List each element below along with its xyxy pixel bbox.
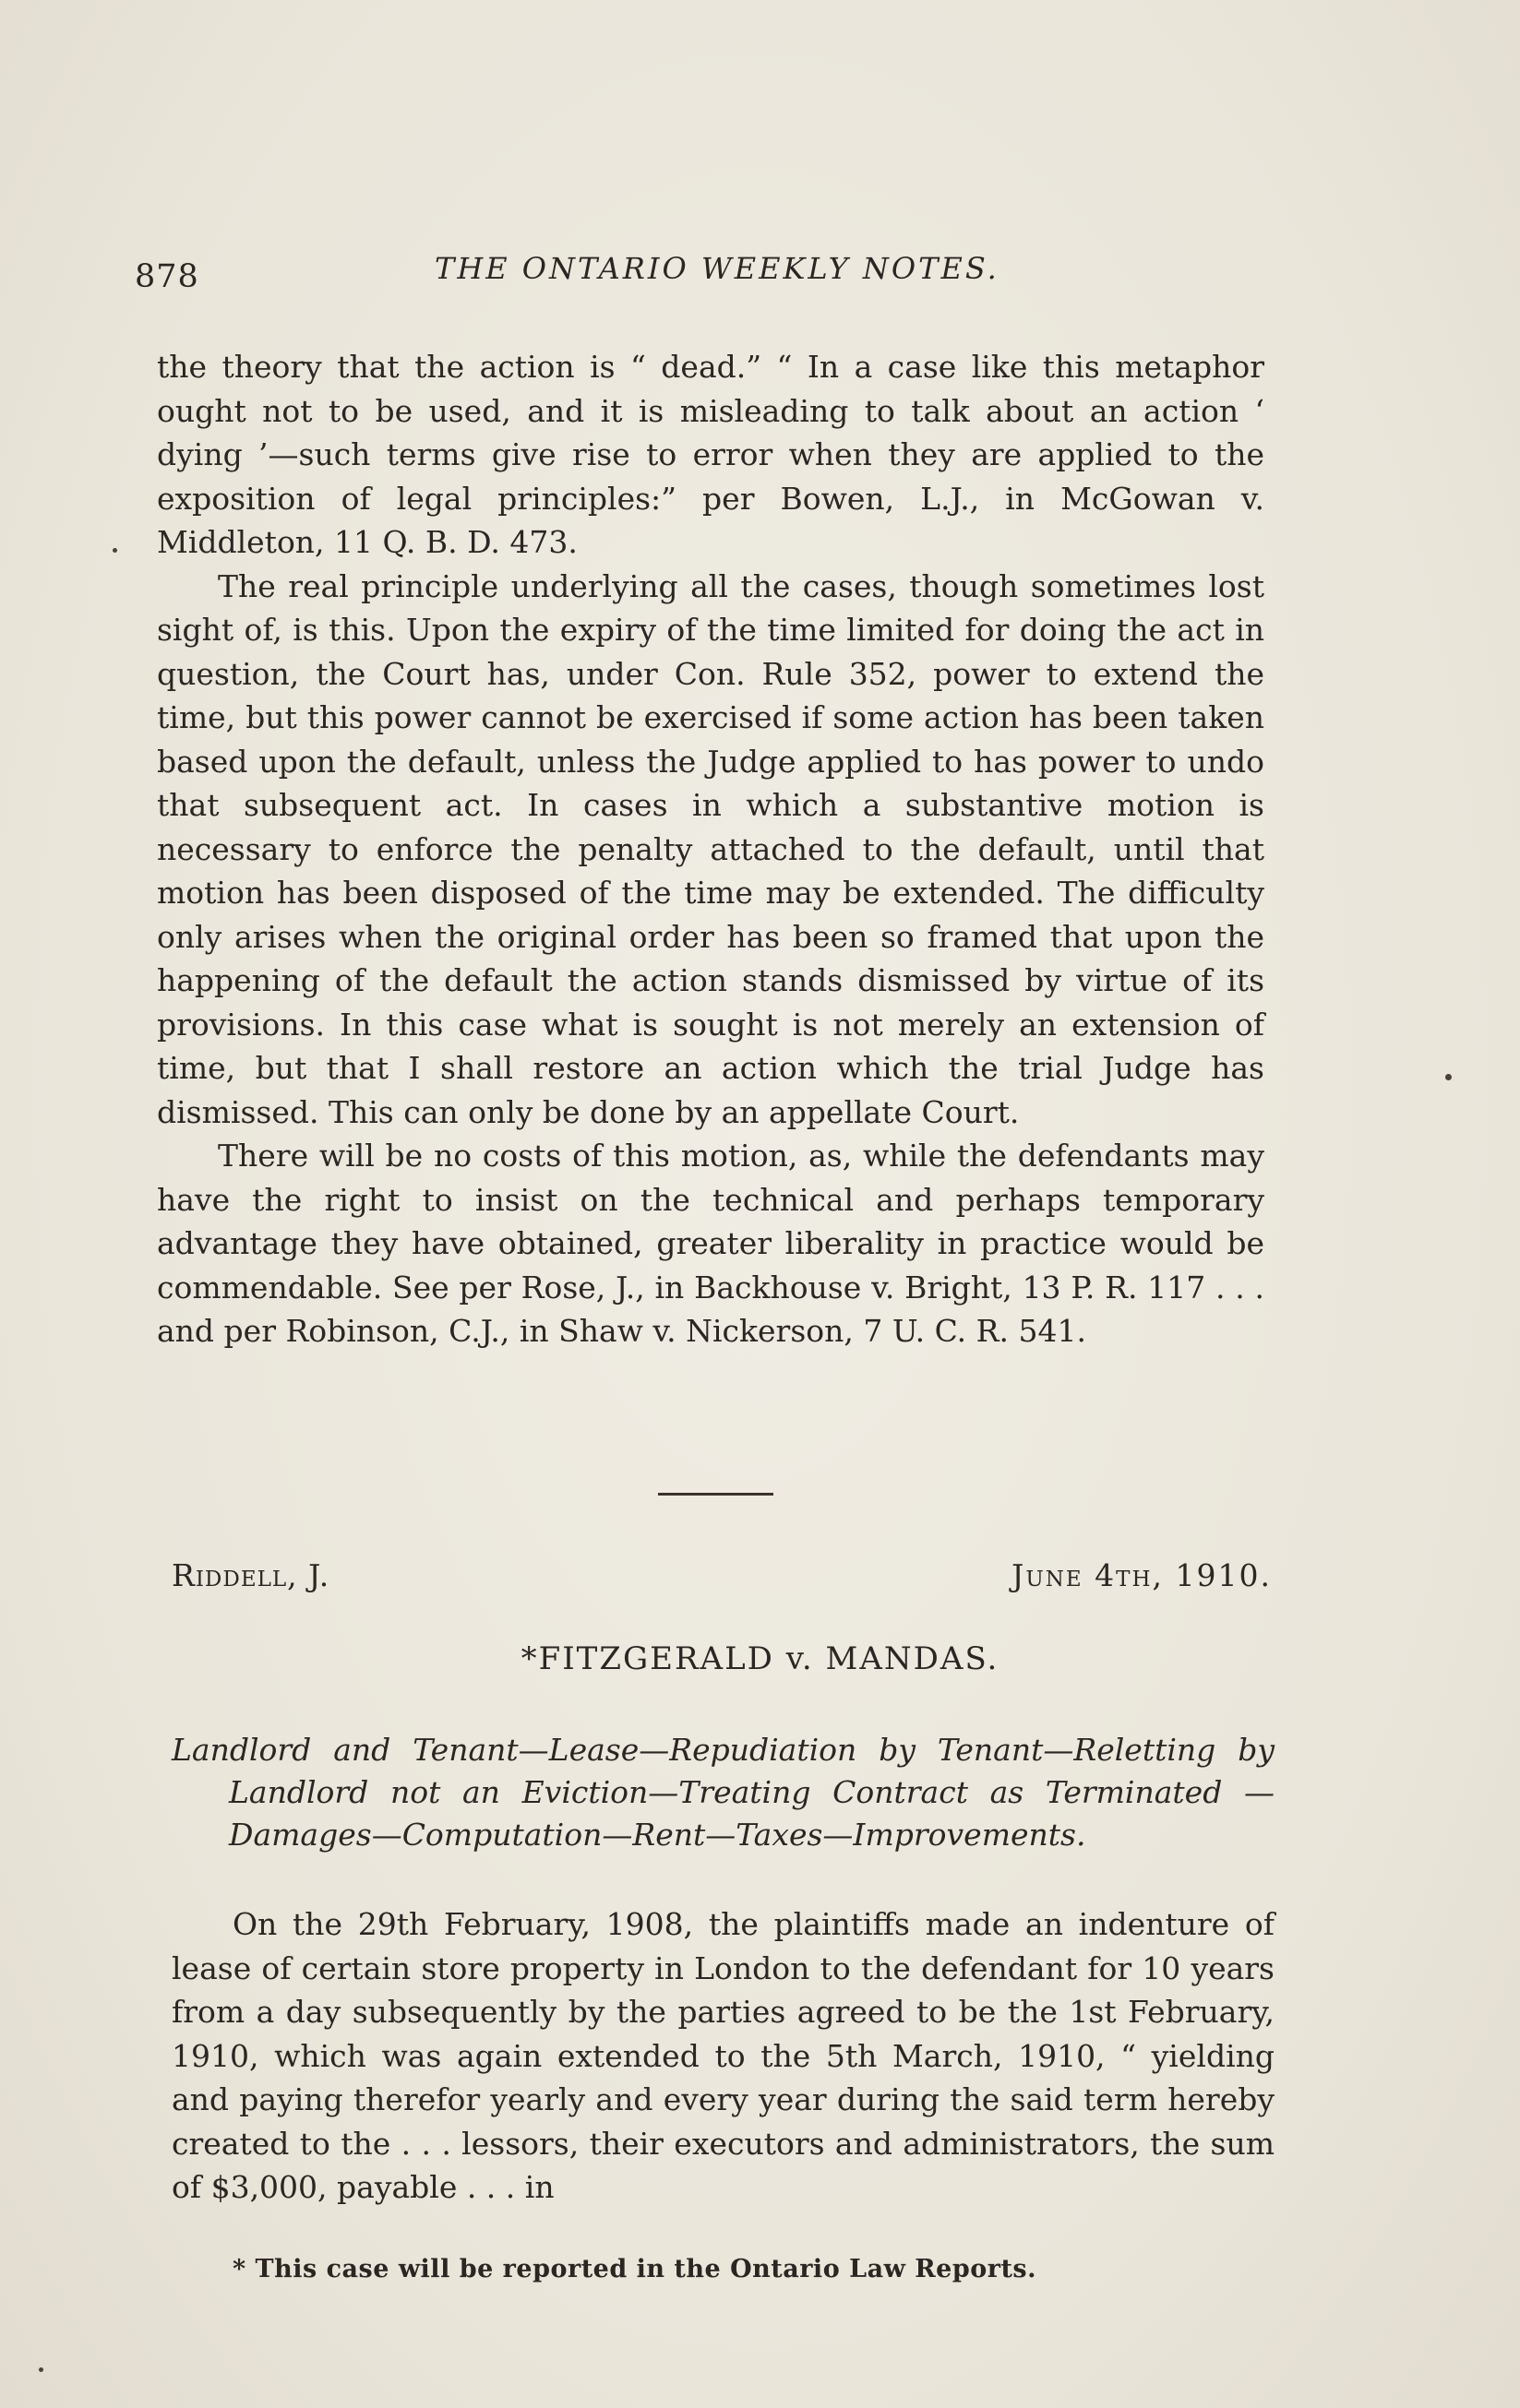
paper-speck bbox=[39, 2367, 43, 2372]
judge-name: Riddell, J. bbox=[172, 1557, 330, 1593]
paragraph-costs: There will be no costs of this motion, as, while the defendants may have the right to insist on the technical and perhaps temporary advantage they have obtained, greater liberality in practice would be commendable. See per Rose, J., in Backhouse v. Bright, 13 P. R. 117 . . . and per Robinson, C.J., in Shaw v. Nickerson, 7 U. C. R. 541. bbox=[157, 1138, 1264, 1349]
page-header bbox=[135, 251, 1270, 297]
paragraph-real-principle: The real principle underlying all the cases, though sometimes lost sight of, is this. Upon the expiry of the time limited for doing the act in question, the Court has, under Con. Rule 352, power to extend the time, but this power cannot be exercised if some action has been taken based upon the default, unless the Judge applied to has power to undo that subsequent act. In cases in which a substantive motion is necessary to enforce the penalty attached to the default, until that motion has been disposed of the time may be extended. The difficulty only arises when the original order has been so framed that upon the happening of the default the action stands dismissed by virtue of its provisions. In this case what is sought is not merely an extension of time, but that I shall restore an action which the trial Judge has dismissed. This can only be done by an appellate Court. bbox=[157, 567, 1264, 1130]
body-text-continued bbox=[157, 345, 1264, 1353]
case-title: *FITZGERALD v. MANDAS. bbox=[521, 1640, 999, 1677]
paragraph-lease-facts: On the 29th February, 1908, the plaintiffs made an indenture of lease of certain store property in London to the defendant for 10 years from a day subsequently by the parties agreed to be the 1st February, 1910, which was again extended to the 5th March, 1910, “ yielding and paying therefor yearly and every year during the said term hereby created to the . . . lessors, their executors and administrators, the sum of $3,000, payable . . . in bbox=[172, 1906, 1275, 2205]
page-number: 878 bbox=[135, 258, 199, 295]
paragraph-continued: the theory that the action is “ dead.” “ In a case like this metaphor ought not to be used, and it is misleading to talk about an action ‘ dying ’—such terms give rise to error when they are applied to the exposition of legal principles:” per Bowen, L.J., in McGowan v. Middleton, 11 Q. B. D. 473. bbox=[157, 349, 1264, 560]
running-title: THE ONTARIO WEEKLY NOTES. bbox=[435, 251, 999, 286]
footnote: * This case will be reported in the Ontario Law Reports. bbox=[233, 2255, 1037, 2283]
case-headnote: Landlord and Tenant—Lease—Repudiation by Tenant—Reletting by Landlord not an Eviction—Treating Contract as Terminated —Damages—Computation—Rent—Taxes—Improvements. bbox=[172, 1732, 1275, 1853]
case-body-text bbox=[172, 1902, 1275, 2210]
paper-speck bbox=[113, 548, 117, 553]
judge-date-line bbox=[172, 1557, 1272, 1599]
paper-speck bbox=[1445, 1074, 1452, 1080]
section-divider bbox=[658, 1493, 773, 1496]
judgment-date: June 4th, 1910. bbox=[1011, 1557, 1272, 1593]
